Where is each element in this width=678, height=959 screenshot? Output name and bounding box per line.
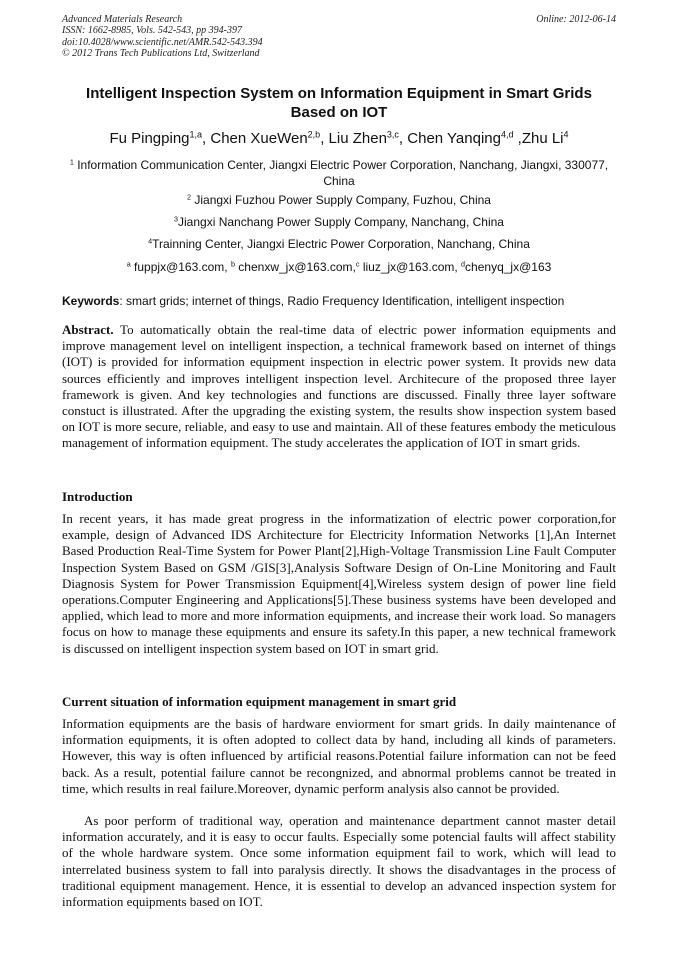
- author-sup: 4: [563, 129, 569, 140]
- affiliation-3: [62, 214, 616, 230]
- affiliation-text: Jiangxi Nanchang Power Supply Company, Nanchang, China: [178, 215, 504, 229]
- keywords-label: Keywords: [62, 294, 120, 308]
- author-sup: 3,c: [386, 129, 399, 140]
- email-address: chenyq_jx@163: [465, 260, 552, 274]
- author-name: Zhu Li: [521, 130, 564, 147]
- journal-header: [62, 14, 616, 59]
- author-sup: 2,b: [307, 129, 321, 140]
- doi-line: doi:10.4028/www.scientific.net/AMR.542-543.394: [62, 36, 263, 48]
- issn-line: ISSN: 1662-8985, Vols. 542-543, pp 394-397: [62, 25, 242, 37]
- author-name: Chen XueWen: [210, 130, 308, 147]
- affiliation-sup: 2: [187, 192, 192, 202]
- author-separator: ,: [320, 130, 329, 147]
- author-name: Fu Pingping: [109, 130, 190, 147]
- journal-name: Advanced Materials Research: [62, 14, 183, 25]
- keywords-text: : smart grids; internet of things, Radio Frequency Identification, intelligent inspection: [119, 294, 565, 308]
- paper-title: [62, 84, 616, 122]
- title-line-1: Intelligent Inspection System on Information Equipment in Smart Grids: [86, 85, 592, 102]
- author-list: [62, 130, 616, 148]
- introduction-heading: Introduction: [62, 489, 133, 504]
- copyright-line: © 2012 Trans Tech Publications Ltd, Switzerland: [62, 47, 260, 59]
- author-sup: 4,d: [500, 129, 514, 140]
- affiliation-text: Information Communication Center, Jiangxi Electric Power Corporation, Nanchang, Jiangxi, 330077, China: [77, 158, 609, 188]
- online-date: Online: 2012-06-14: [536, 14, 616, 25]
- author-separator: ,: [513, 130, 522, 147]
- email-address: chenxw_jx@163.com,: [238, 260, 356, 274]
- title-line-2: Based on IOT: [290, 104, 388, 121]
- author-name: Chen Yanqing: [407, 130, 501, 147]
- affiliation-1: [62, 157, 616, 189]
- author-separator: ,: [202, 130, 211, 147]
- affiliation-2: [62, 192, 616, 208]
- email-sup: b: [230, 259, 235, 269]
- affiliation-4: [62, 236, 616, 252]
- abstract-label: Abstract.: [62, 322, 114, 337]
- author-sup: 1,a: [189, 129, 203, 140]
- keywords: [62, 293, 616, 309]
- affiliation-sup: 3: [174, 214, 179, 224]
- affiliation-sup: 1: [69, 157, 74, 167]
- email-sup: d: [461, 259, 466, 269]
- abstract-text: To automatically obtain the real-time data of electric power information equipments and improve management level on intelligent inspection, a technical framework based on internet of things (IOT) is provided for information equipment inspection in electric power system. It provids new data sources efficiently and improves intelligent inspection level. Architecure of the proposed three layer framework is given. And key technologies and functions are discussed. Finally three layer software constuct is illustrated. After the upgrading the existing system, the results show inspection system based on IOT is more secure, reliable, and easy to use and maintain. All of these features embody the meticulous management of information equipment. The study accelerates the application of IOT in smart grids.: [62, 322, 616, 451]
- email-address: fuppjx@163.com,: [134, 260, 231, 274]
- current-situation-heading: Current situation of information equipment management in smart grid: [62, 694, 457, 709]
- affiliation-text: Trainning Center, Jiangxi Electric Power Corporation, Nanchang, China: [152, 237, 530, 251]
- email-line: [62, 259, 616, 275]
- email-address: liuz_jx@163.com,: [362, 260, 462, 274]
- email-sup: c: [355, 259, 360, 269]
- author-separator: ,: [398, 130, 408, 147]
- affiliation-sup: 4: [148, 236, 153, 246]
- affiliation-text: Jiangxi Fuzhou Power Supply Company, Fuzhou, China: [194, 193, 491, 207]
- current-situation-paragraph-2: As poor perform of traditional way, operation and maintenance department cannot master detail information accurately, and it is easy to occur faults. Especially some potencial faults will affect stability of the whole hardware system. Once some information equipment fail to work, which will lead to interrelated business system to fall into paralysis directly. It shows the disadvantages in the process of traditional equipment management. Hence, it is essential to develop an advanced inspection system for information equipments based on IOT.: [62, 813, 616, 910]
- introduction-paragraph: In recent years, it has made great progress in the informatization of electric power corporation,for example, design of Advanced IDS Architecture for Electricity Information Networks [1],An Internet Based Production Real-Time System for Power Plant[2],High-Voltage Transmission Line Fault Computer Inspection System Based on GSM /GIS[3],Analysis Software Design of On-Line Monitoring and Fault Diagnosis System for Power Transmission Equipment[4],Wireless system design of power line field operations.Computer Engineering and Applications[5].These business systems have been developed and applied, which lead to more and more information equipments, and increase their work load. So managers focus on how to manage these equipments and ensure its safety.In this paper, a new technical framework is discussed on intelligent inspection system based on IOT in smart grid.: [62, 511, 616, 656]
- author-name: Liu Zhen: [328, 130, 387, 147]
- abstract-paragraph: [62, 322, 616, 452]
- email-sup: a: [126, 259, 131, 269]
- current-situation-paragraph-1: Information equipments are the basis of hardware enviorment for smart grids. In daily maintenance of information equipments, it is often adopted to collect data by hand, including all kinds of parameters. However, this way is often influenced by artificial reasons.Potential failure information can not be feed back. As a result, potential failure cannot be recongnized, and abnormal problems cannot be treated in time, which results in real failure.Moreover, dynamic perform analysis also cannot be provided.: [62, 716, 616, 796]
